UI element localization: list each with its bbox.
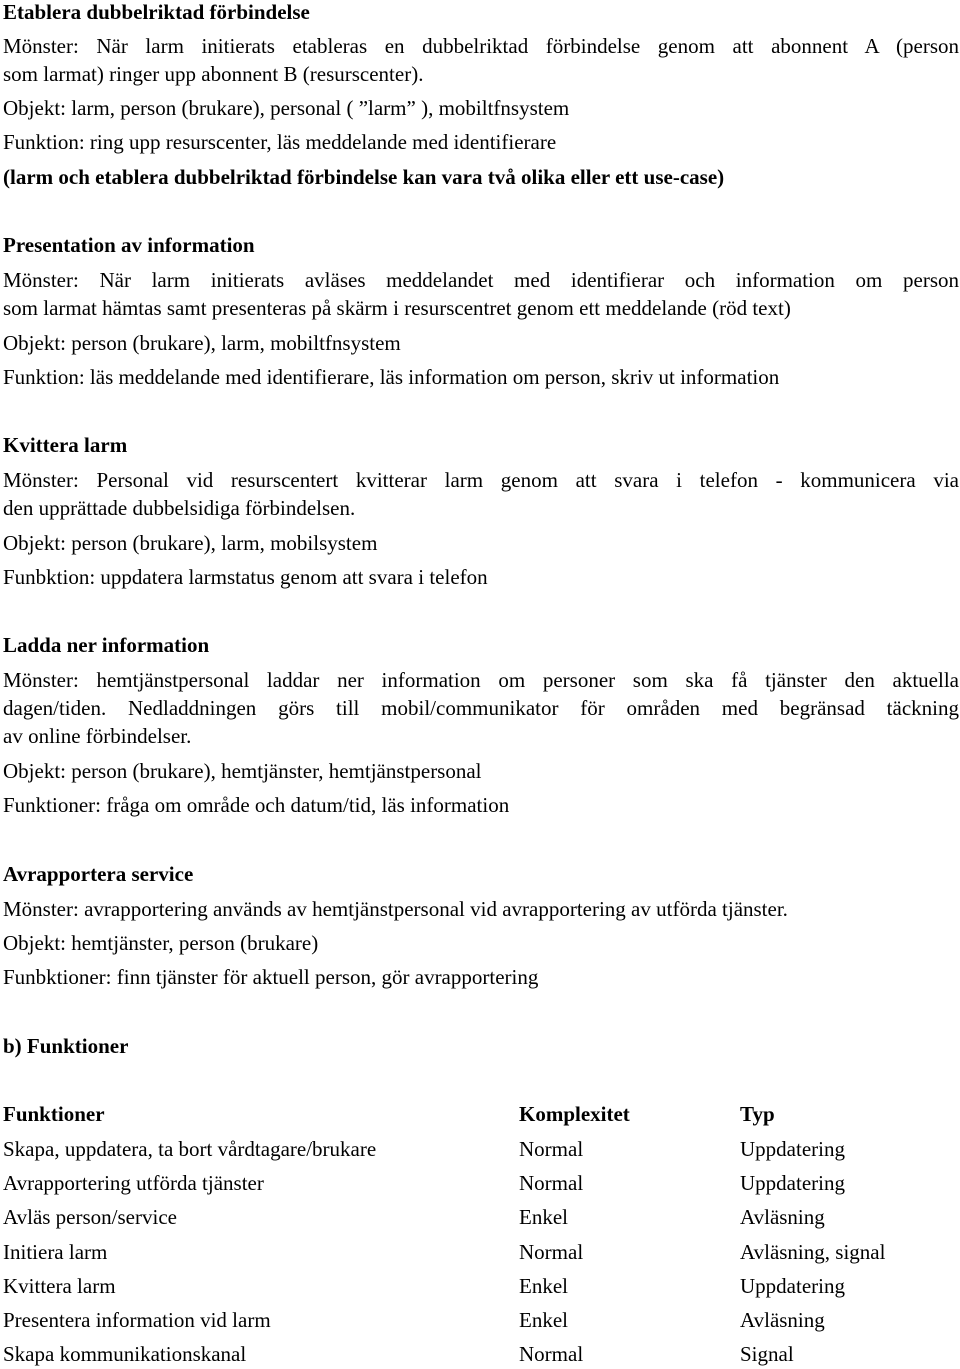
- table-cell: Enkel: [519, 1205, 568, 1229]
- section-function: Funbktion: uppdatera larmstatus genom att svara i telefon: [3, 565, 488, 589]
- section-pattern-line: Mönster: hemtjänstpersonal laddar ner information om personer som ska få tjänster den aktuella: [3, 668, 959, 692]
- table-cell: Enkel: [519, 1308, 568, 1332]
- table-cell: Normal: [519, 1171, 584, 1195]
- table-cell: Signal: [740, 1342, 794, 1366]
- table-cell: Avläs person/service: [3, 1205, 177, 1229]
- section-pattern-line: Mönster: När larm initierats avläses meddelandet med identifierar och information om person: [3, 268, 959, 292]
- section-heading: Kvittera larm: [3, 433, 128, 457]
- table-cell: Uppdatering: [740, 1274, 845, 1298]
- section-heading: Avrapportera service: [3, 862, 194, 886]
- table-cell: Initiera larm: [3, 1240, 108, 1264]
- section-objects: Objekt: hemtjänster, person (brukare): [3, 931, 319, 955]
- section-objects: Objekt: person (brukare), larm, mobilsystem: [3, 531, 378, 555]
- section-function: Funktioner: fråga om område och datum/tid, läs information: [3, 793, 510, 817]
- section-function: Funbktioner: finn tjänster för aktuell person, gör avrapportering: [3, 965, 539, 989]
- section-pattern-line: Mönster: Personal vid resurscentert kvitterar larm genom att svara i telefon - kommunicera via: [3, 468, 959, 492]
- table-cell: Avläsning: [740, 1308, 825, 1332]
- table-cell: Skapa, uppdatera, ta bort vårdtagare/brukare: [3, 1137, 377, 1161]
- table-cell: Normal: [519, 1137, 584, 1161]
- section-objects: Objekt: person (brukare), larm, mobiltfnsystem: [3, 331, 401, 355]
- section-objects: Objekt: person (brukare), hemtjänster, hemtjänstpersonal: [3, 759, 482, 783]
- table-cell: Avläsning, signal: [740, 1240, 886, 1264]
- section-objects: Objekt: larm, person (brukare), personal ( ”larm” ), mobiltfnsystem: [3, 96, 570, 120]
- section-pattern-line: som larmat) ringer upp abonnent B (resurscenter).: [3, 62, 424, 86]
- table-cell: Normal: [519, 1240, 584, 1264]
- table-cell: Enkel: [519, 1274, 568, 1298]
- table-cell: Avrapportering utförda tjänster: [3, 1171, 264, 1195]
- section-note: (larm och etablera dubbelriktad förbindelse kan vara två olika eller ett use-case): [3, 165, 725, 189]
- table-cell: Presentera information vid larm: [3, 1308, 271, 1332]
- section-function: Funktion: ring upp resurscenter, läs meddelande med identifierare: [3, 130, 557, 154]
- section-pattern-line: den upprättade dubbelsidiga förbindelsen.: [3, 496, 356, 520]
- section-heading: Presentation av information: [3, 233, 255, 257]
- section-function: Funktion: läs meddelande med identifierare, läs information om person, skriv ut information: [3, 365, 780, 389]
- table-cell: Avläsning: [740, 1205, 825, 1229]
- section-pattern-line: som larmat hämtas samt presenteras på skärm i resurscentret genom ett meddelande (röd text): [3, 296, 791, 320]
- table-cell: Uppdatering: [740, 1171, 845, 1195]
- subsection-heading: b) Funktioner: [3, 1034, 129, 1058]
- section-pattern-line: Mönster: När larm initierats etableras en dubbelriktad förbindelse genom att abonnent A (person: [3, 34, 959, 58]
- table-header-cell: Funktioner: [3, 1102, 105, 1126]
- table-header-cell: Komplexitet: [519, 1102, 630, 1126]
- section-pattern-line: Mönster: avrapportering används av hemtjänstpersonal vid avrapportering av utförda tjänster.: [3, 897, 788, 921]
- table-cell: Normal: [519, 1342, 584, 1366]
- table-cell: Kvittera larm: [3, 1274, 116, 1298]
- section-pattern-line: dagen/tiden. Nedladdningen görs till mobil/communikator för områden med begränsad täckning: [3, 696, 959, 720]
- section-heading: Etablera dubbelriktad förbindelse: [3, 0, 310, 24]
- table-cell: Skapa kommunikationskanal: [3, 1342, 247, 1366]
- table-header-cell: Typ: [740, 1102, 775, 1126]
- section-heading: Ladda ner information: [3, 633, 210, 657]
- section-pattern-line: av online förbindelser.: [3, 724, 192, 748]
- table-cell: Uppdatering: [740, 1137, 845, 1161]
